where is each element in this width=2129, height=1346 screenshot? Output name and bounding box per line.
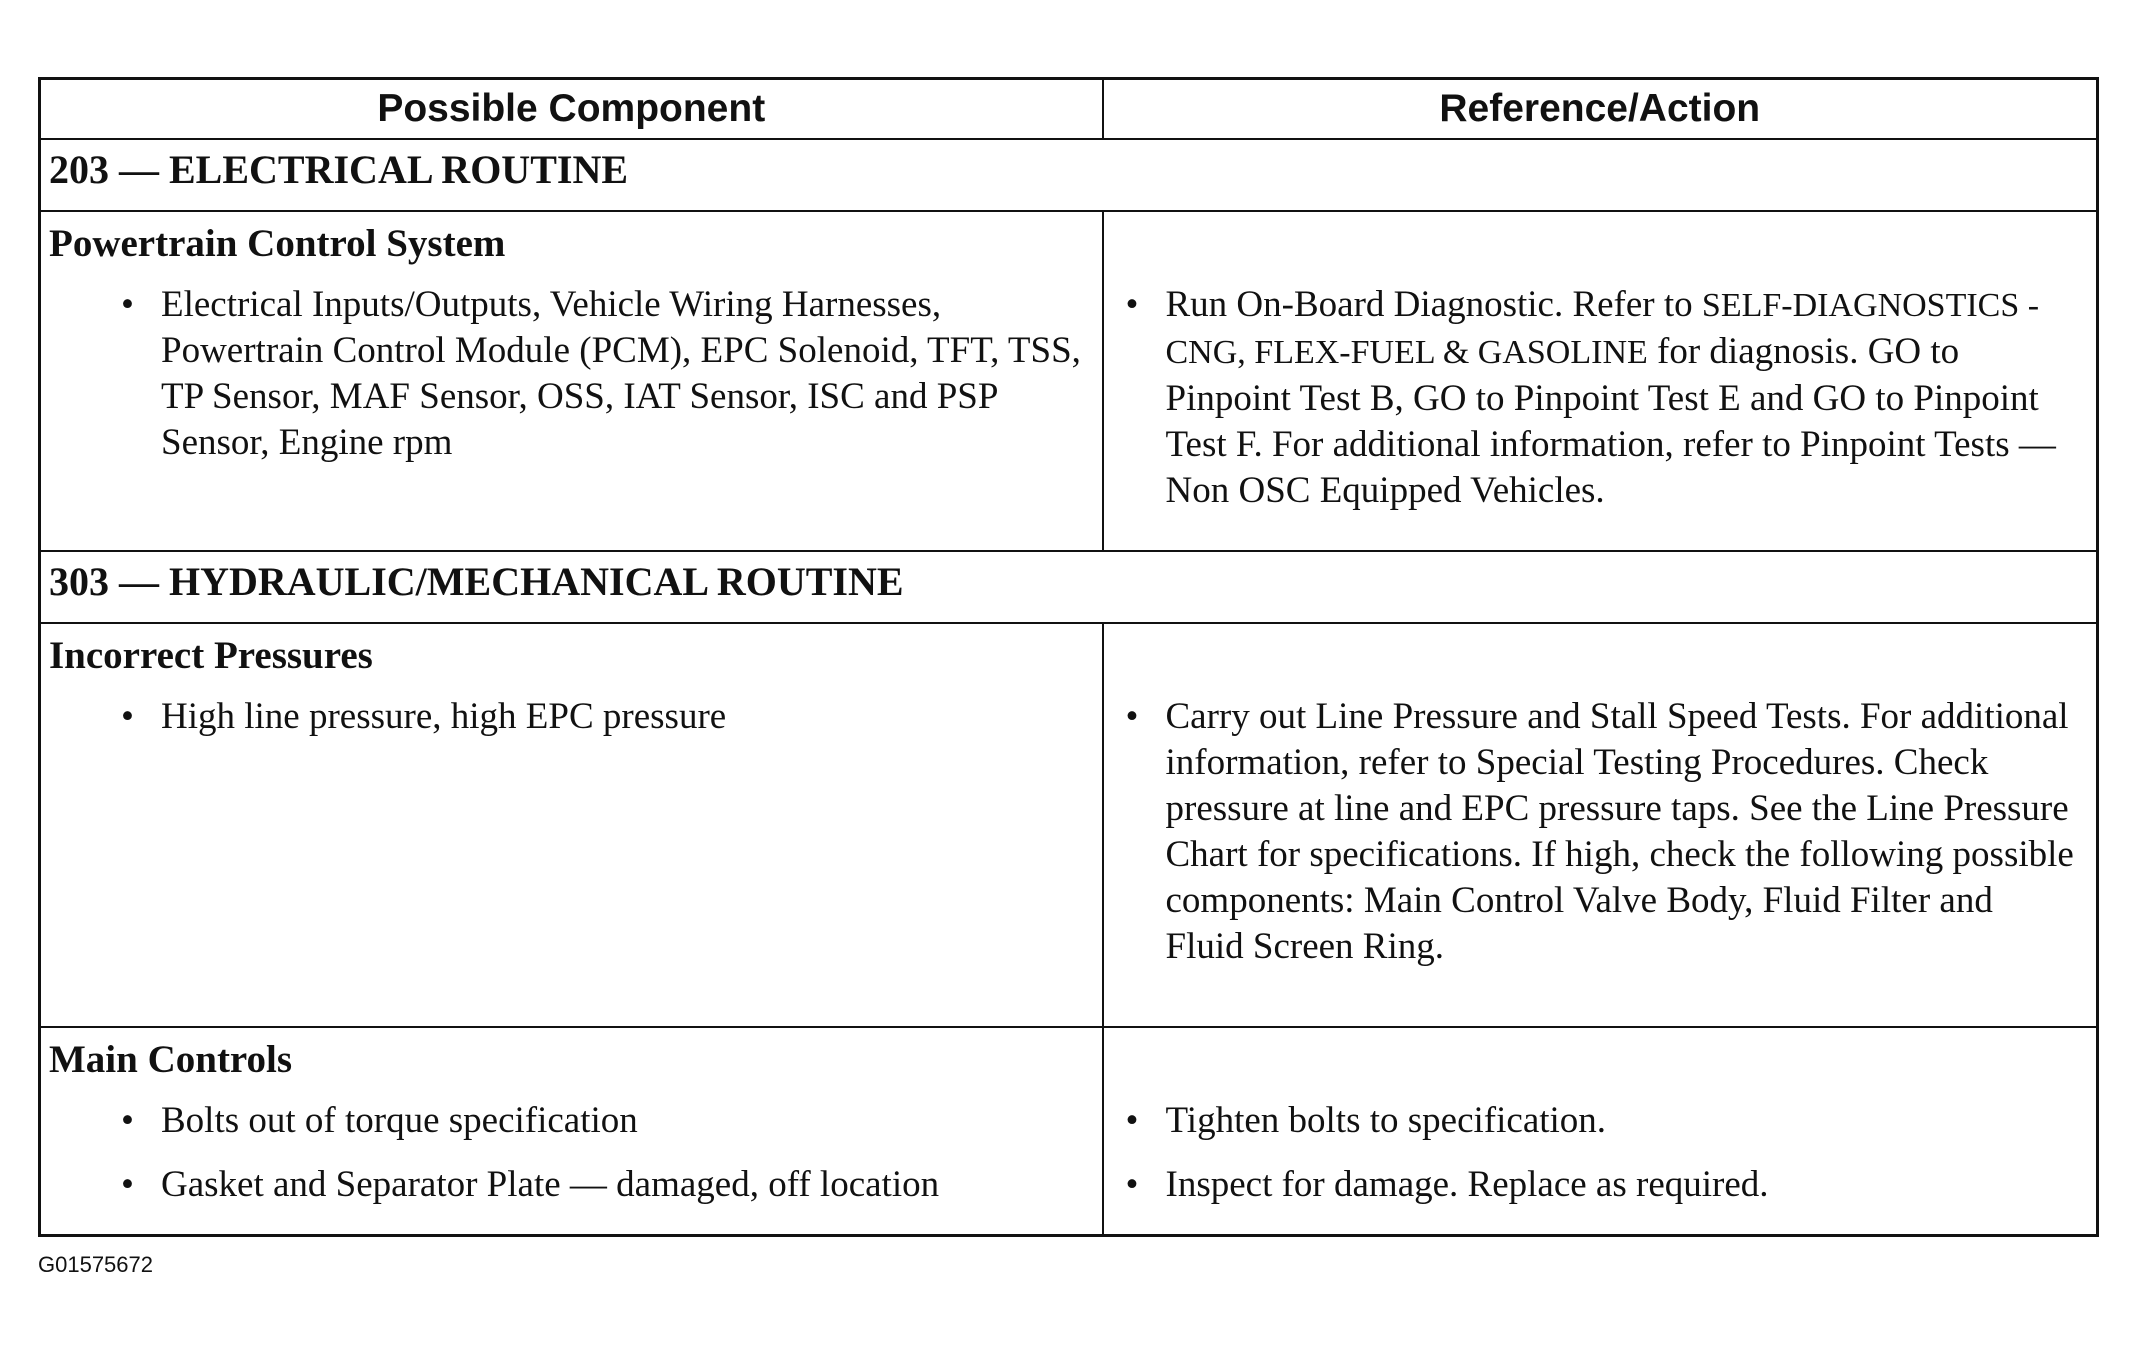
component-title: Powertrain Control System	[49, 222, 506, 265]
action-cell	[1103, 211, 2098, 551]
action-lead: Run On-Board Diagnostic. Refer to	[1165, 284, 1693, 325]
action-item: • Inspect for damage. Replace as required.	[1126, 1162, 2081, 1208]
component-item: • Electrical Inputs/Outputs, Vehicle Wiring Harnesses, Powertrain Control Module (PCM), EPC Solenoid, TFT, TSS, TP Sensor, MAF Sensor, OSS, IAT Sensor, ISC and PSP Sensor, Engine rpm	[121, 282, 1086, 466]
component-item: • Bolts out of torque specification	[121, 1098, 1086, 1144]
action-reference: SELF-DIAGNOSTICS - CNG, FLEX-FUEL & GASOLINE	[1165, 287, 2040, 371]
action-list	[1126, 282, 2081, 514]
section-title: 203 — ELECTRICAL ROUTINE	[40, 139, 2098, 211]
action-cell	[1103, 623, 2098, 1027]
action-item: • Carry out Line Pressure and Stall Speed Tests. For additional information, refer to Special Testing Procedures. Check pressure at line and EPC pressure taps. See the Line Pressure Chart for specifications. If high, check the following possible components: Main Control Valve Body, Fluid Filter and Fluid Screen Ring.	[1126, 694, 2081, 970]
action-tail: for diagnosis. GO to Pinpoint Test B, GO to Pinpoint Test E and GO to Pinpoint Test F. For additional information, refer to Pinpoint Tests — Non OSC Equipped Vehicles.	[1165, 331, 2056, 511]
component-title: Main Controls	[49, 1038, 293, 1081]
table-row	[40, 211, 2098, 551]
diagnosis-table	[38, 77, 2099, 1237]
header-possible-component: Possible Component	[40, 79, 1103, 140]
figure-id: G01575672	[38, 1252, 153, 1277]
action-list	[1126, 694, 2081, 970]
component-item: • Gasket and Separator Plate — damaged, off location	[121, 1162, 1086, 1208]
component-list	[49, 282, 1086, 466]
section-row-hydraulic	[40, 551, 2098, 623]
action-cell	[1103, 1027, 2098, 1236]
component-cell	[40, 211, 1103, 551]
component-list	[49, 694, 1086, 740]
header-reference-action: Reference/Action	[1103, 79, 2098, 140]
component-cell	[40, 623, 1103, 1027]
action-list	[1126, 1098, 2081, 1208]
component-cell	[40, 1027, 1103, 1236]
section-title: 303 — HYDRAULIC/MECHANICAL ROUTINE	[40, 551, 2098, 623]
component-list	[49, 1098, 1086, 1208]
component-title: Incorrect Pressures	[49, 634, 373, 677]
table-row	[40, 623, 2098, 1027]
action-item	[1126, 282, 2081, 514]
table-row	[40, 1027, 2098, 1236]
component-item: • High line pressure, high EPC pressure	[121, 694, 1086, 740]
header-row	[40, 79, 2098, 140]
section-row-electrical	[40, 139, 2098, 211]
action-item: • Tighten bolts to specification.	[1126, 1098, 2081, 1144]
